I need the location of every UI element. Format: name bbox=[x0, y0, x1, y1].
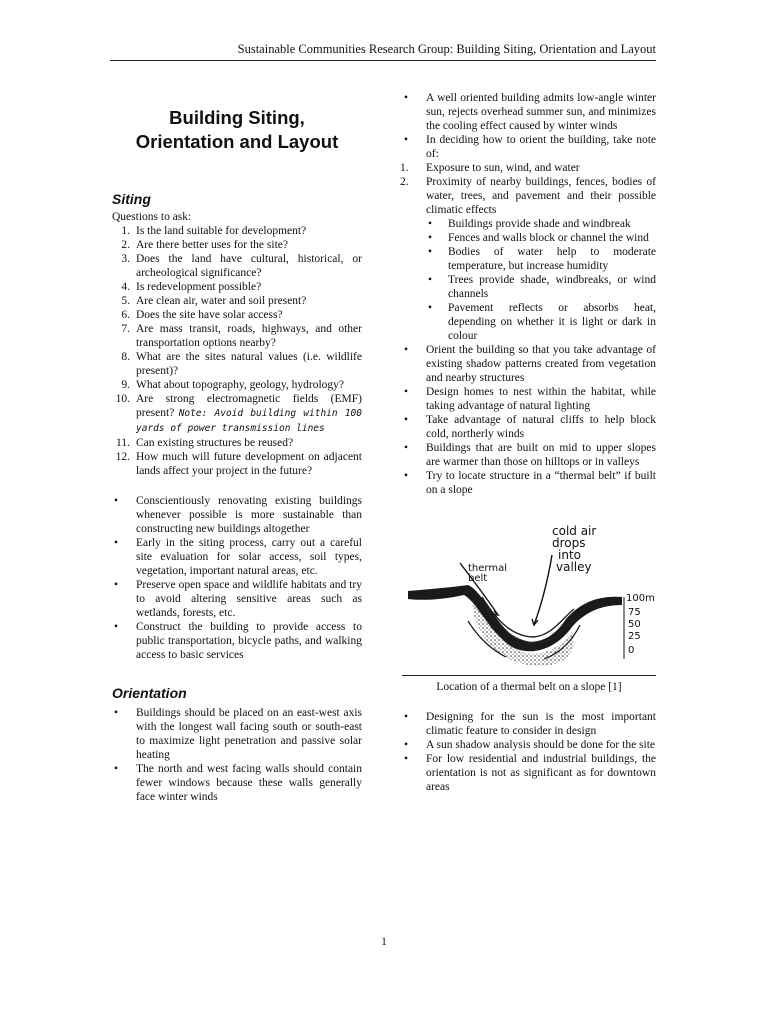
list-item: 5. Are clean air, water and soil present? bbox=[121, 295, 307, 307]
list-item: 7. Are mass transit, roads, highways, and other transportation options nearby? bbox=[121, 323, 362, 349]
list-item: • Conscientiously renovating existing buildings whenever possible is more sustainable than constructing new buildings altogether bbox=[112, 494, 362, 536]
title-line-2: Orientation and Layout bbox=[135, 131, 339, 152]
list-item: 6. Does the site have solar access? bbox=[121, 309, 283, 321]
thermal-belt-figure bbox=[402, 519, 656, 669]
list-item: • Buildings that are built on mid to upper slopes are warmer than those on hilltops or in valleys bbox=[402, 441, 656, 469]
list-item: • In deciding how to orient the building, take note of: bbox=[402, 133, 656, 161]
left-column bbox=[112, 100, 362, 804]
page-number: 1 bbox=[381, 936, 387, 948]
list-item: 4. Is redevelopment possible? bbox=[121, 281, 262, 293]
list-item: 2. Proximity of nearby buildings, fences, bodies of water, trees, and pavement and their possible climatic effects bbox=[400, 176, 656, 216]
list-item: • Take advantage of natural cliffs to help block cold, northerly winds bbox=[402, 413, 656, 441]
list-item: • Early in the siting process, carry out a careful site evaluation for solar access, soil types, vegetation, important natural areas, etc. bbox=[112, 536, 362, 578]
sun-design-bullets bbox=[402, 710, 656, 794]
orientation-tips-bullets bbox=[402, 343, 656, 497]
climatic-effects-list bbox=[402, 217, 656, 343]
list-item: 1. Exposure to sun, wind, and water bbox=[400, 162, 580, 174]
cold-air-label: into bbox=[558, 548, 581, 562]
title-line-1: Building Siting, bbox=[169, 107, 305, 128]
thermal-belt-label: thermal bbox=[468, 563, 507, 574]
emf-note: Note: Avoid building within 100 yards of power transmission lines bbox=[136, 408, 362, 434]
list-item: • Bodies of water help to moderate temperature, but increase humidity bbox=[402, 245, 656, 273]
scale-label: 50 bbox=[628, 619, 641, 630]
cold-air-label: drops bbox=[552, 536, 586, 550]
siting-questions-list bbox=[112, 224, 362, 478]
take-note-list bbox=[402, 161, 656, 217]
orientation-intro-bullets bbox=[402, 91, 656, 161]
slope-profile bbox=[408, 585, 622, 651]
right-column bbox=[402, 91, 656, 794]
list-item: 12. How much will future development on adjacent lands affect your project in the future? bbox=[115, 451, 362, 477]
list-item: 2. Are there better uses for the site? bbox=[121, 239, 288, 251]
list-item: • Pavement reflects or absorbs heat, depending on whether it is light or dark in colour bbox=[402, 301, 656, 343]
thermal-belt-label: belt bbox=[468, 573, 488, 584]
list-item: • Design homes to nest within the habitat, while taking advantage of natural lighting bbox=[402, 385, 656, 413]
list-item: • Orient the building so that you take advantage of existing shadow patterns created from vegetation and nearby structures bbox=[402, 343, 656, 385]
list-item: 9. What about topography, geology, hydrology? bbox=[121, 379, 345, 391]
list-item: 11. Can existing structures be reused? bbox=[116, 437, 294, 449]
scale-label: 100m bbox=[626, 593, 655, 604]
list-item: • Designing for the sun is the most important climatic feature to consider in design bbox=[402, 710, 656, 738]
list-item: 3. Does the land have cultural, historical, or archeological significance? bbox=[121, 253, 362, 279]
siting-heading: Siting bbox=[112, 191, 151, 207]
list-item: • Preserve open space and wildlife habitats and try to avoid altering sensitive areas such as wetlands, forests, etc. bbox=[112, 578, 362, 620]
scale-label: 25 bbox=[628, 631, 641, 642]
list-item: • A well oriented building admits low-angle winter sun, rejects overhead summer sun, and minimizes the cooling effect caused by winter winds bbox=[402, 91, 656, 133]
list-item: • Buildings provide shade and windbreak bbox=[402, 217, 656, 231]
cold-air-label: valley bbox=[556, 560, 592, 574]
list-item: 1. Is the land suitable for development? bbox=[121, 225, 307, 237]
list-item: • Construct the building to provide access to public transportation, bicycle paths, and walking access to basic services bbox=[112, 620, 362, 662]
list-item: • Try to locate structure in a “thermal belt” if built on a slope bbox=[402, 469, 656, 497]
scale-label: 0 bbox=[628, 645, 635, 656]
scale-label: 75 bbox=[628, 607, 641, 618]
questions-intro: Questions to ask: bbox=[112, 211, 192, 223]
figure-caption: Location of a thermal belt on a slope [1] bbox=[402, 675, 656, 694]
orientation-heading: Orientation bbox=[112, 685, 187, 701]
orientation-bullets bbox=[112, 706, 362, 804]
list-item: • A sun shadow analysis should be done for the site bbox=[402, 738, 656, 752]
list-item: 10. Are strong electromagnetic fields (EMF) present? Note: Avoid building within 100 yards of power transmission lines bbox=[115, 393, 362, 434]
siting-bullets bbox=[112, 494, 362, 662]
list-item: • Trees provide shade, windbreaks, or wind channels bbox=[402, 273, 656, 301]
document-title bbox=[112, 106, 362, 154]
running-header: Sustainable Communities Research Group: Building Siting, Orientation and Layout bbox=[110, 42, 656, 61]
thermal-belt-sketch bbox=[402, 519, 656, 669]
list-item: • Fences and walls block or channel the wind bbox=[402, 231, 656, 245]
arrow-path bbox=[534, 555, 552, 625]
list-item: 8. What are the sites natural values (i.e. wildlife present)? bbox=[121, 351, 362, 377]
list-item: • Buildings should be placed on an east-west axis with the longest wall facing south or south-east to maximize light penetration and passive solar heating bbox=[112, 706, 362, 762]
list-item: • The north and west facing walls should contain fewer windows because these walls generally face winter winds bbox=[112, 762, 362, 804]
cold-air-label: cold air bbox=[552, 524, 597, 538]
list-item: • For low residential and industrial buildings, the orientation is not as significant as for downtown areas bbox=[402, 752, 656, 794]
